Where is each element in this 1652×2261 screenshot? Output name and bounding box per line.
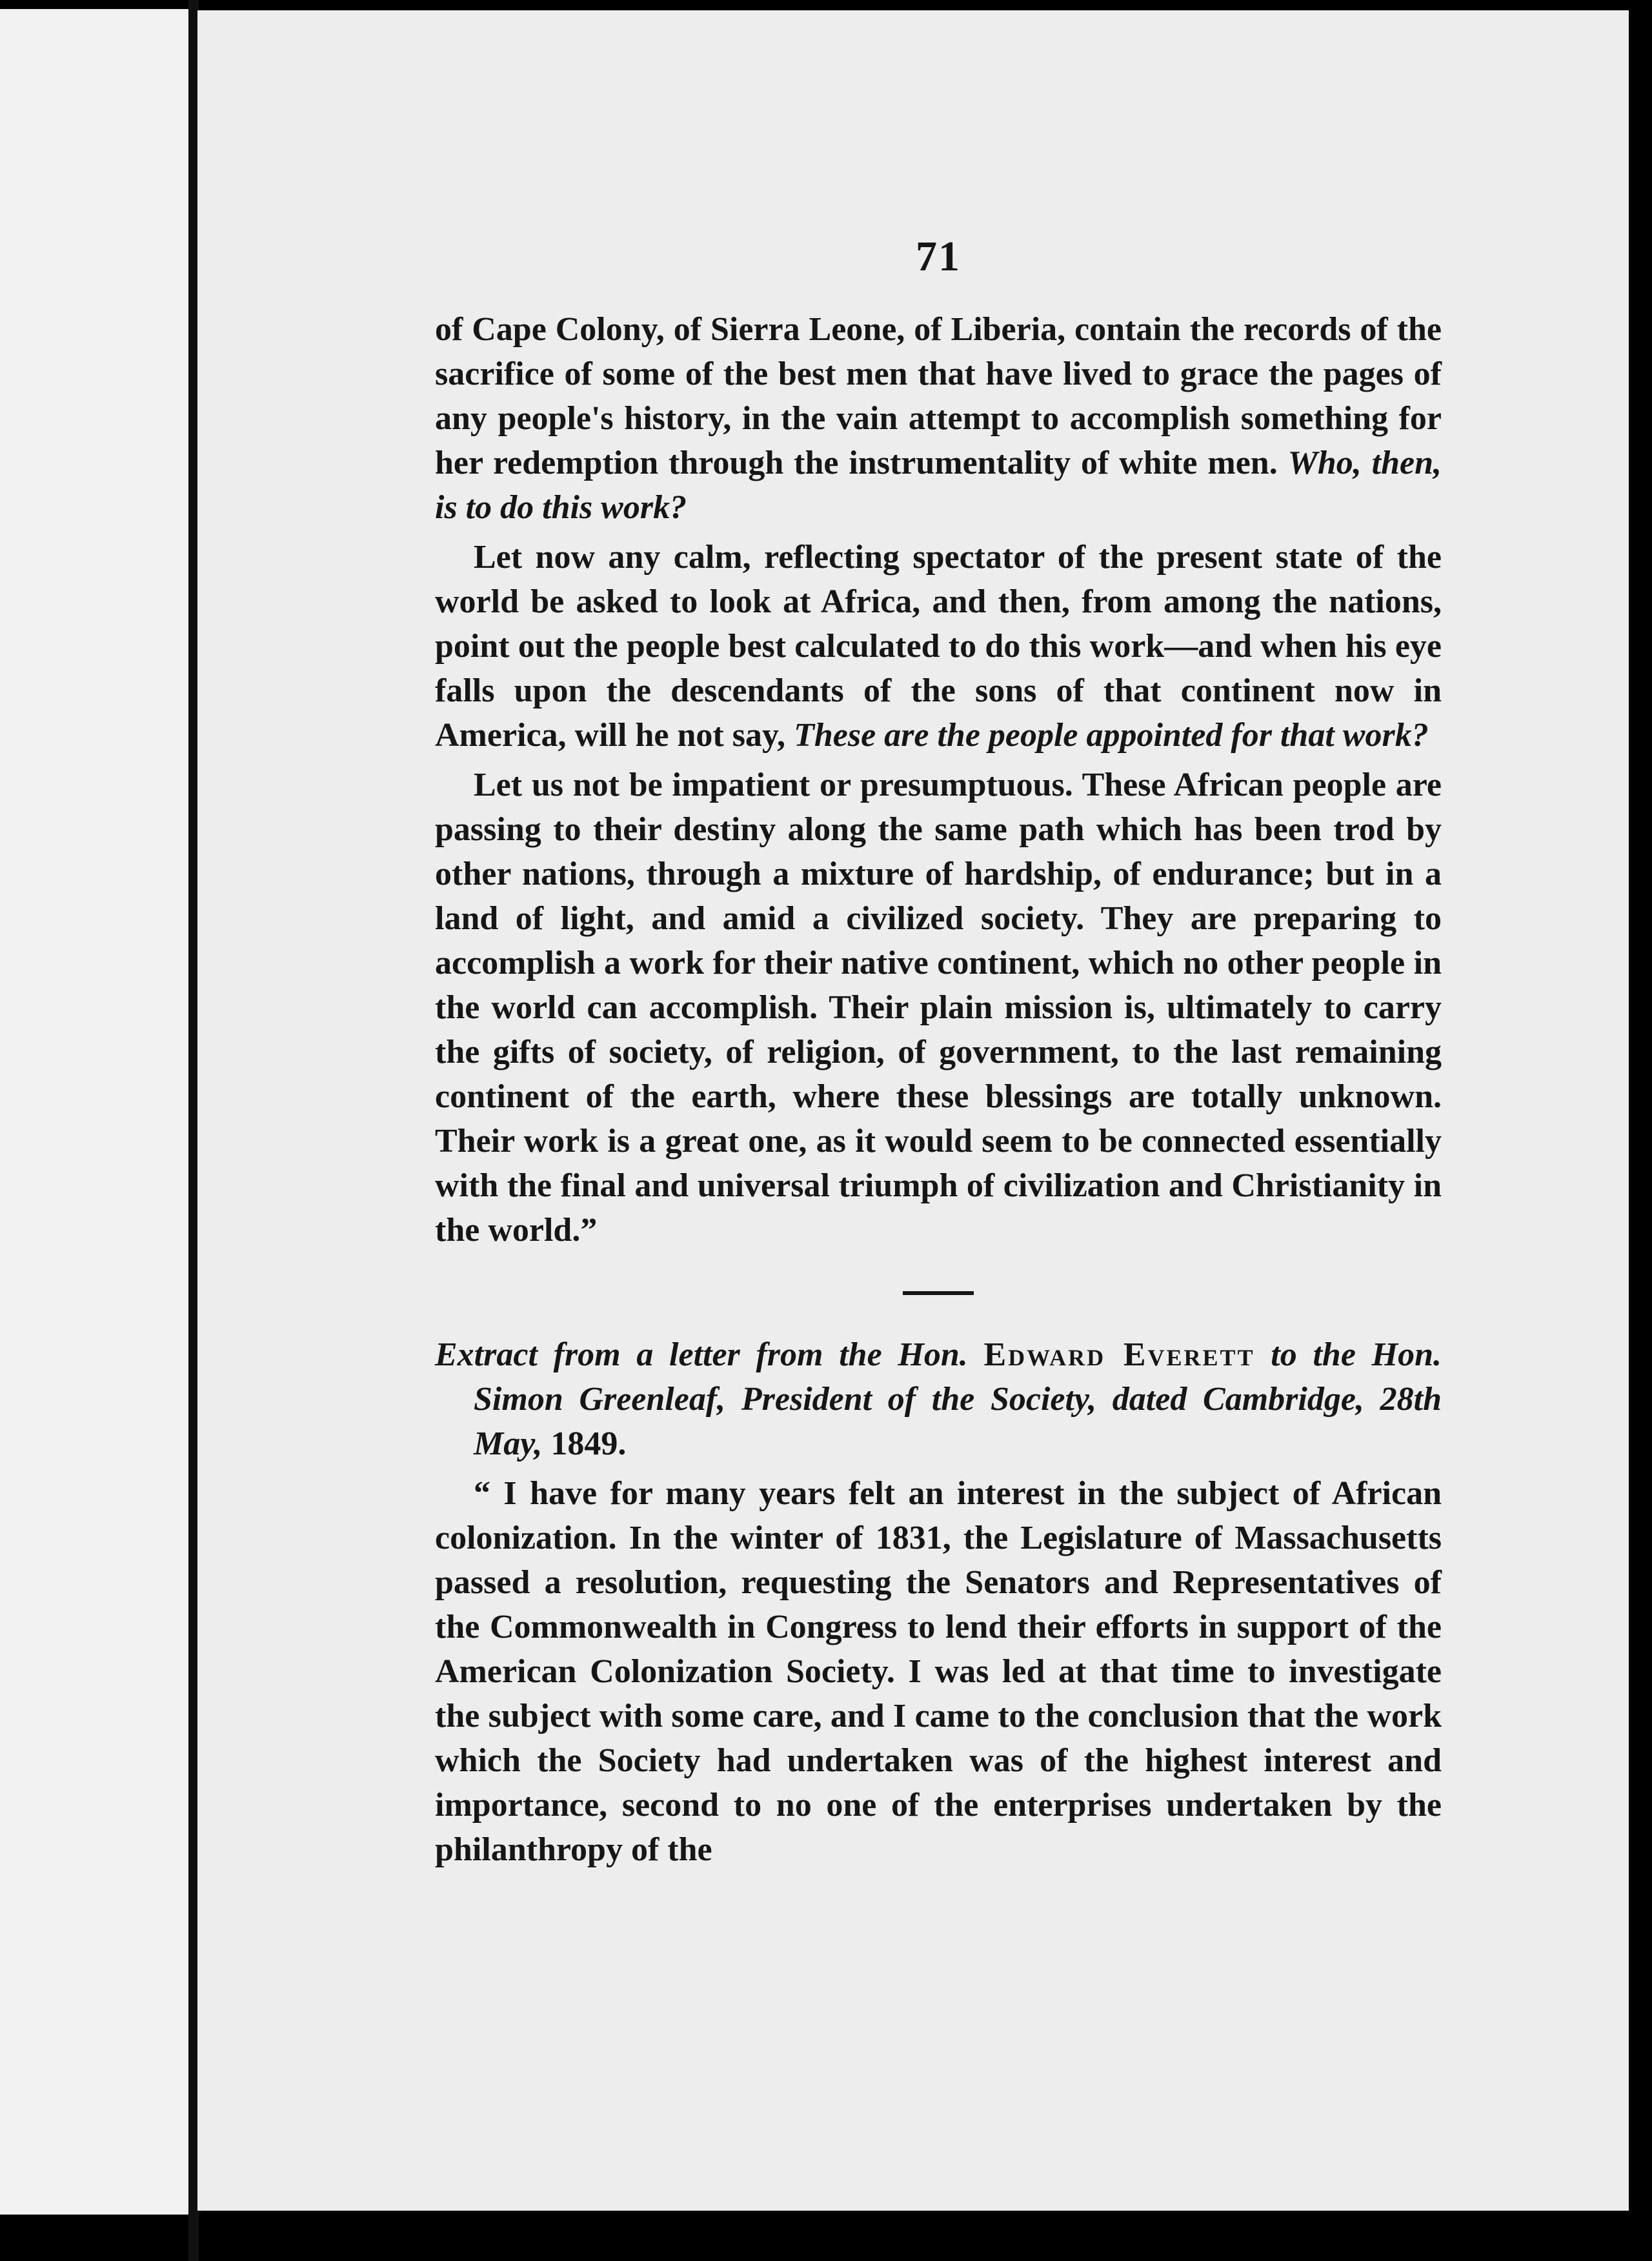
- continued-text: of Cape Colony, of Sierra Leone, of Liberia, contain the records of the sacrifice of some of the best men that have lived to grace the pages of any people's history, in the vain attempt to accomplish something for her redemption through the instrumentality of white men.: [435, 311, 1442, 481]
- page-text: [435, 232, 1442, 1872]
- rhetorical-question: Who, then, is to do this work?: [435, 445, 1442, 526]
- extract-heading-lead: Extract from a letter from the Hon.: [435, 1336, 984, 1373]
- paragraph-spectator-emphasis: These are the people appointed for that work?: [794, 717, 1429, 754]
- extract-heading: [435, 1332, 1442, 1466]
- extract-heading-name: Edward Everett: [983, 1336, 1255, 1373]
- continued-paragraph: [435, 307, 1442, 530]
- extract-heading-detail: to the Hon. Simon Greenleaf, President of the Society, dated Cambridge, 28th May,: [474, 1336, 1442, 1462]
- facing-page-edge: [0, 9, 188, 2215]
- letter-paragraph: “ I have for many years felt an interest in the subject of African colonization. In the winter of 1831, the Legislature of Massachusetts passed a resolution, requesting the Senators and Representatives of the Commonwealth in Congress to lend their efforts in support of the American Colonization Society. I was led at that time to investigate the subject with some care, and I came to the conclusion that the work which the Society had undertaken was of the highest interest and importance, second to no one of the enterprises undertaken by the philanthropy of the: [435, 1475, 1442, 1868]
- paragraph-spectator-text: Let now any calm, reflecting spectator of the present state of the world be asked to look at Africa, and then, from among the nations, point out the people best calculated to do this work—and when his eye falls upon the descendants of the sons of that continent now in America, will he not say,: [435, 539, 1442, 754]
- paragraph-spectator: [435, 535, 1442, 758]
- page-right-edge: [1629, 0, 1652, 2261]
- section-divider: [903, 1291, 974, 1295]
- extract-heading-year: 1849.: [550, 1425, 627, 1462]
- paragraph-patience: Let us not be impatient or presumptuous. These African people are passing to their destiny along the same path which has been trod by other nations, through a mixture of hardship, of endurance; but in a land of light, and amid a civilized society. They are preparing to accomplish a work for their native continent, which no other people in the world can accomplish. Their plain mission is, ultimately to carry the gifts of society, of religion, of government, to the last remaining continent of the earth, where these blessings are totally unknown. Their work is a great one, as it would seem to be connected essentially with the final and universal triumph of civilization and Christianity in the world.”: [435, 767, 1442, 1249]
- page-number: 71: [916, 233, 961, 280]
